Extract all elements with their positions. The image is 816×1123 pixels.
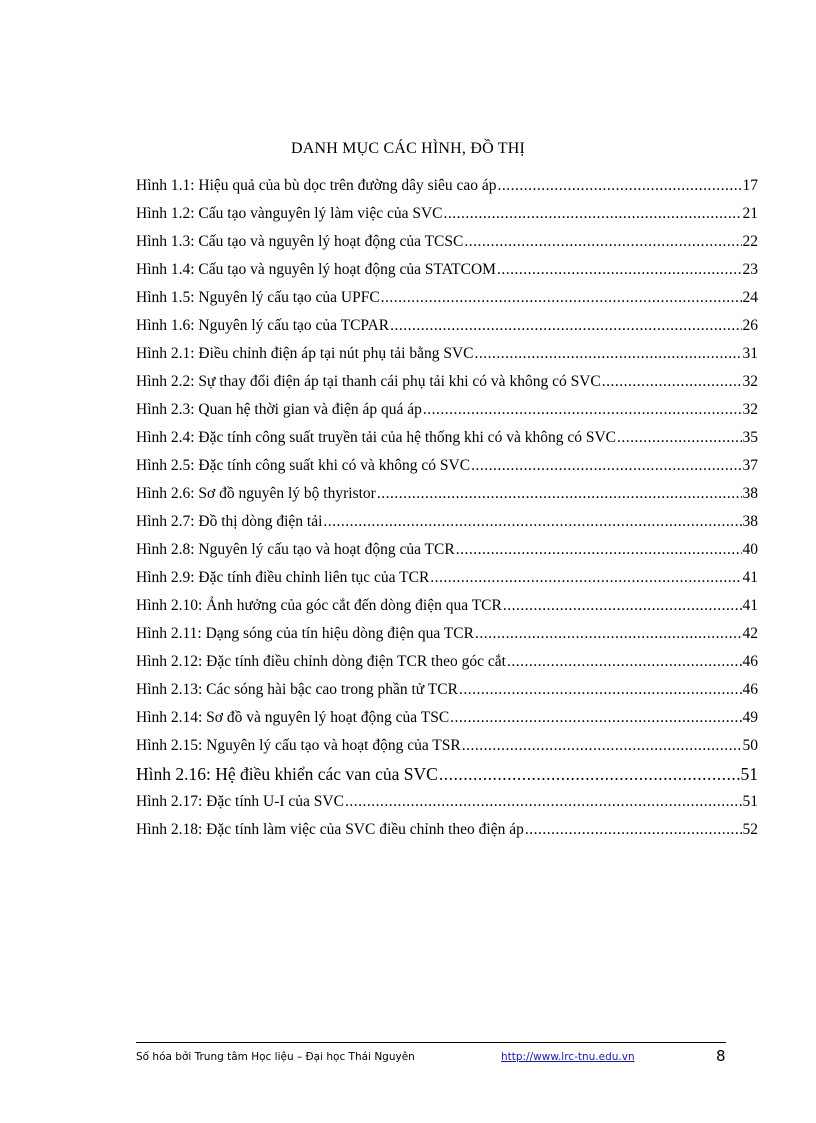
footer-source: Số hóa bởi Trung tâm Học liệu – Đại học Thái Nguyên [136,1051,415,1063]
entry-page-number: 21 [742,205,758,222]
footer-page-number: 8 [716,1047,726,1065]
dot-leader [475,620,742,648]
dot-leader [498,172,742,200]
entry-page-number: 51 [742,793,758,810]
entry-label: Hình 2.10: Ảnh hưởng của góc cắt đến dòng điện qua TCR [136,597,502,614]
dot-leader [464,228,741,256]
entry-label: Hình 1.6: Nguyên lý cấu tạo của TCPAR [136,317,390,334]
dot-leader [390,312,741,340]
entry-page-number: 40 [742,541,758,558]
entry-label: Hình 1.3: Cấu tạo và nguyên lý hoạt động của TCSC [136,233,464,250]
entry-label: Hình 2.8: Nguyên lý cấu tạo và hoạt động của TCR [136,541,455,558]
list-item[interactable] [136,704,758,732]
entry-page-number: 32 [742,373,758,390]
entry-label: Hình 2.13: Các sóng hài bậc cao trong phần tử TCR [136,681,458,698]
entry-label: Hình 2.15: Nguyên lý cấu tạo và hoạt động của TSR [136,737,461,754]
entry-page-number: 23 [742,261,758,278]
figure-list [136,172,758,844]
page-title: DANH MỤC CÁC HÌNH, ĐỒ THỊ [290,140,526,157]
entry-page-number: 31 [742,345,758,362]
entry-page-number: 32 [742,401,758,418]
list-item[interactable] [136,564,758,592]
dot-leader [377,480,742,508]
entry-label: Hình 2.16: Hệ điều khiển các van của SVC [136,764,438,784]
entry-label: Hình 2.4: Đặc tính công suất truyền tải của hệ thống khi có và không có SVC [136,429,616,446]
list-item[interactable] [136,732,758,760]
entry-label: Hình 2.7: Đồ thị dòng điện tải [136,513,323,530]
dot-leader [471,452,741,480]
dot-leader [450,704,741,732]
footer-link[interactable]: http://www.lrc-tnu.edu.vn [501,1051,635,1063]
list-item[interactable] [136,788,758,816]
entry-label: Hình 1.4: Cấu tạo và nguyên lý hoạt động của STATCOM [136,261,496,278]
entry-page-number: 37 [742,457,758,474]
dot-leader [323,508,741,536]
entry-page-number: 26 [742,317,758,334]
list-item[interactable] [136,676,758,704]
dot-leader [430,564,741,592]
list-item[interactable] [136,340,758,368]
entry-page-number: 51 [740,764,758,784]
list-item[interactable] [136,592,758,620]
footer-divider [136,1042,726,1043]
list-item[interactable] [136,452,758,480]
list-item[interactable] [136,368,758,396]
entry-label: Hình 2.14: Sơ đồ và nguyên lý hoạt động của TSC [136,709,450,726]
dot-leader [439,760,740,788]
entry-page-number: 38 [742,513,758,530]
dot-leader [503,592,742,620]
dot-leader [475,340,742,368]
list-item[interactable] [136,508,758,536]
entry-page-number: 50 [742,737,758,754]
entry-page-number: 22 [742,233,758,250]
dot-leader [345,788,742,816]
dot-leader [462,732,742,760]
entry-label: Hình 2.18: Đặc tính làm việc của SVC điều chỉnh theo điện áp [136,821,524,838]
dot-leader [423,396,742,424]
entry-page-number: 46 [742,653,758,670]
list-item[interactable] [136,536,758,564]
list-item[interactable] [136,284,758,312]
list-item[interactable] [136,256,758,284]
list-item[interactable] [136,424,758,452]
entry-page-number: 35 [742,429,758,446]
list-item[interactable] [136,648,758,676]
list-item[interactable] [136,760,758,788]
dot-leader [507,648,742,676]
entry-page-number: 42 [742,625,758,642]
list-item[interactable] [136,312,758,340]
entry-label: Hình 1.2: Cấu tạo vànguyên lý làm việc của SVC [136,205,443,222]
entry-page-number: 38 [742,485,758,502]
entry-label: Hình 2.9: Đặc tính điều chỉnh liên tục của TCR [136,569,430,586]
list-item[interactable] [136,172,758,200]
entry-label: Hình 1.5: Nguyên lý cấu tạo của UPFC [136,289,380,306]
entry-page-number: 46 [742,681,758,698]
list-item[interactable] [136,620,758,648]
entry-label: Hình 2.17: Đặc tính U-I của SVC [136,793,344,810]
dot-leader [456,536,742,564]
list-item[interactable] [136,816,758,844]
dot-leader [444,200,742,228]
entry-label: Hình 2.6: Sơ đồ nguyên lý bộ thyristor [136,485,376,502]
entry-label: Hình 2.12: Đặc tính điều chỉnh dòng điện TCR theo góc cắt [136,653,506,670]
dot-leader [525,816,742,844]
entry-label: Hình 2.3: Quan hệ thời gian và điện áp quá áp [136,401,422,418]
entry-page-number: 52 [742,821,758,838]
entry-label: Hình 2.2: Sự thay đổi điện áp tại thanh cái phụ tải khi có và không có SVC [136,373,601,390]
entry-page-number: 24 [742,289,758,306]
list-item[interactable] [136,228,758,256]
entry-page-number: 41 [742,569,758,586]
entry-label: Hình 1.1: Hiệu quả của bù dọc trên đường dây siêu cao áp [136,177,497,194]
dot-leader [459,676,742,704]
entry-page-number: 49 [742,709,758,726]
entry-page-number: 41 [742,597,758,614]
entry-label: Hình 2.1: Điều chỉnh điện áp tại nút phụ tải bằng SVC [136,345,474,362]
dot-leader [381,284,742,312]
entry-label: Hình 2.11: Dạng sóng của tín hiệu dòng điện qua TCR [136,625,474,642]
list-item[interactable] [136,200,758,228]
entry-label: Hình 2.5: Đặc tính công suất khi có và không có SVC [136,457,471,474]
list-item[interactable] [136,480,758,508]
dot-leader [602,368,742,396]
dot-leader [497,256,742,284]
list-item[interactable] [136,396,758,424]
dot-leader [617,424,742,452]
entry-page-number: 17 [742,177,758,194]
